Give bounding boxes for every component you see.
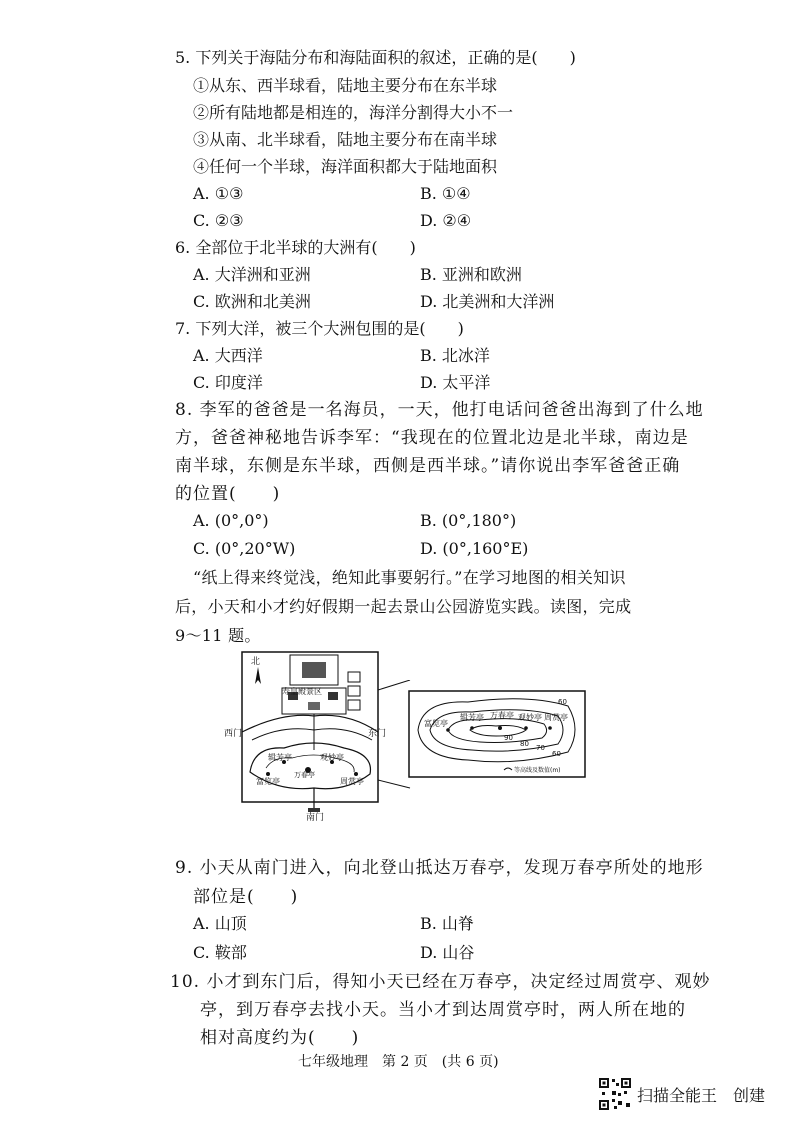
q7-option-b: B. 北冰洋 xyxy=(420,346,490,365)
q8-stem-line-2: 方，爸爸神秘地告诉李军：“我现在的位置北边是北半球，南边是 xyxy=(175,428,689,448)
q5-option-b: B. ①④ xyxy=(420,184,471,203)
page-footer: 七年级地理 第 2 页 (共 6 页) xyxy=(298,1054,499,1070)
inset-pavilion-zhoushang: 周赏亭 xyxy=(544,713,568,722)
q9-stem-line-2: 部位是( ) xyxy=(193,887,299,907)
q7-option-d: D. 太平洋 xyxy=(420,373,491,392)
hall-label: 寿皇殿景区 xyxy=(282,687,322,696)
contour-legend: 等高线及数值(m) xyxy=(514,767,561,774)
q8-stem-line-3: 南半球，东侧是东半球，西侧是西半球。”请你说出李军爸爸正确 xyxy=(175,456,681,476)
inset-pavilion-jifang: 辑芳亭 xyxy=(460,713,484,722)
south-gate-label: 南门 xyxy=(306,813,325,822)
contour-label-60-top: 60 xyxy=(558,698,567,706)
pavilion-jifang: 辑芳亭 xyxy=(268,753,292,762)
q6-option-c: C. 欧洲和北美洲 xyxy=(193,292,311,311)
q8-option-c: C. (0°,20°W) xyxy=(193,539,296,558)
q8-option-d: D. (0°,160°E) xyxy=(420,539,529,558)
q9-stem-line-1: 9. 小天从南门进入，向北登山抵达万春亭，发现万春亭所处的地形 xyxy=(175,858,704,878)
pavilion-zhoushang: 周赏亭 xyxy=(340,777,364,786)
q9-option-a: A. 山顶 xyxy=(193,914,247,933)
q8-option-a: A. (0°,0°) xyxy=(193,511,269,530)
q6-option-d: D. 北美洲和大洋洲 xyxy=(420,292,555,311)
north-label: 北 xyxy=(251,657,261,667)
inset-pavilion-guanmiao: 观妙亭 xyxy=(518,713,542,722)
q10-stem-line-1: 10. 小才到东门后，得知小天已经在万春亭，决定经过周赏亭、观妙 xyxy=(170,972,711,992)
contour-label-80: 80 xyxy=(520,740,529,748)
zoom-connector xyxy=(378,680,412,790)
q6-option-b: B. 亚洲和欧洲 xyxy=(420,265,522,284)
pavilion-guanmiao: 观妙亭 xyxy=(320,753,344,762)
west-gate-label: 西门 xyxy=(224,729,243,739)
hall-core xyxy=(302,662,326,678)
inset-pavilion-wanchun: 万春亭 xyxy=(490,711,514,720)
east-gate-label: 东门 xyxy=(368,729,387,739)
contour-label-60: 60 xyxy=(552,750,561,758)
intro-line-3: 9～11 题。 xyxy=(175,626,261,645)
q6-stem: 6. 全部位于北半球的大洲有( ) xyxy=(175,238,416,257)
q10-stem-line-2: 亭，到万春亭去找小天。当小才到达周赏亭时，两人所在地的 xyxy=(200,1000,686,1020)
q5-statement-1: ①从东、西半球看，陆地主要分布在东半球 xyxy=(193,76,498,95)
contour-label-90: 90 xyxy=(504,734,513,742)
q5-statement-4: ④任何一个半球，海洋面积都大于陆地面积 xyxy=(193,157,498,176)
q5-statement-3: ③从南、北半球看，陆地主要分布在南半球 xyxy=(193,130,498,149)
intro-line-2: 后，小天和小才约好假期一起去景山公园游览实践。读图，完成 xyxy=(175,597,632,616)
q9-option-c: C. 鞍部 xyxy=(193,943,247,962)
intro-line-1: “纸上得来终觉浅，绝知此事要躬行。”在学习地图的相关知识 xyxy=(193,568,626,587)
q7-option-a: A. 大西洋 xyxy=(193,346,263,365)
q9-option-b: B. 山脊 xyxy=(420,914,474,933)
pavilion-wanchun: 万春亭 xyxy=(294,771,315,779)
q6-option-a: A. 大洋洲和亚洲 xyxy=(193,265,311,284)
contour-label-70: 70 xyxy=(536,744,545,752)
q5-option-d: D. ②④ xyxy=(420,211,472,230)
q10-stem-line-3: 相对高度约为( ) xyxy=(200,1028,360,1048)
q8-stem-line-1: 8. 李军的爸爸是一名海员，一天，他打电话问爸爸出海到了什么地 xyxy=(175,400,704,420)
q9-option-d: D. 山谷 xyxy=(420,943,475,962)
q7-stem: 7. 下列大洋，被三个大洲包围的是( ) xyxy=(175,319,464,338)
q5-stem: 5. 下列关于海陆分布和海陆面积的叙述，正确的是( ) xyxy=(175,48,576,67)
q8-stem-line-4: 的位置( ) xyxy=(175,484,281,504)
scanner-watermark: 扫描全能王 创建 xyxy=(637,1086,766,1105)
q5-option-c: C. ②③ xyxy=(193,211,244,230)
q8-option-b: B. (0°,180°) xyxy=(420,511,517,530)
contour-map xyxy=(408,690,586,778)
pavilion-fulan: 富览亭 xyxy=(256,777,280,786)
south-gate-icon xyxy=(308,808,320,812)
park-plan-map xyxy=(222,650,387,822)
qr-code-icon xyxy=(598,1077,632,1111)
q7-option-c: C. 印度洋 xyxy=(193,373,263,392)
q5-option-a: A. ①③ xyxy=(193,184,244,203)
inset-pavilion-fulan: 富览亭 xyxy=(424,719,448,728)
q5-statement-2: ②所有陆地都是相连的，海洋分割得大小不一 xyxy=(193,103,514,122)
